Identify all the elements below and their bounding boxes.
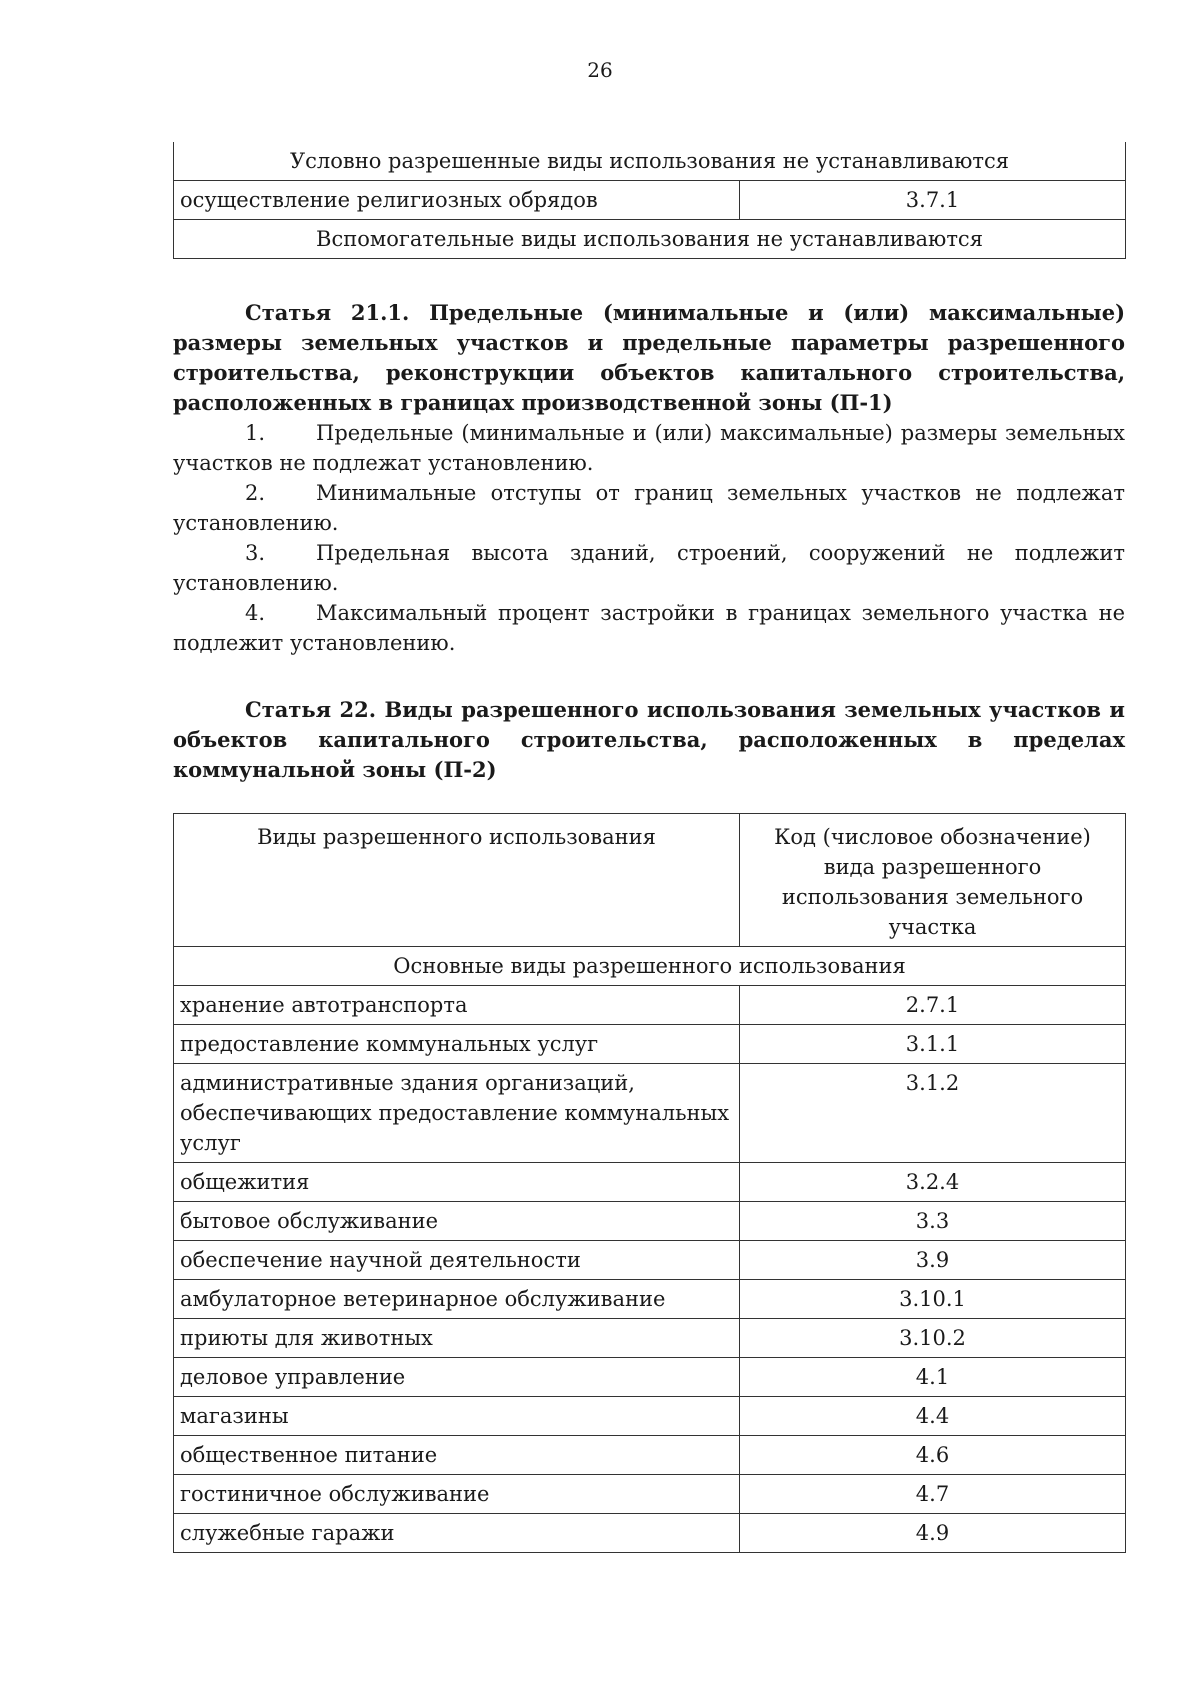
use-name-cell: служебные гаражи	[174, 1514, 740, 1553]
paragraph-text: Предельная высота зданий, строений, сооружений не подлежит установлению.	[173, 541, 1125, 595]
article-heading: Статья 21.1. Предельные (минимальные и (или) максимальные) размеры земельных участков и предельные параметры разрешенного строительства, реконструкции объектов капитального строительства, расположенных в границах производственной зоны (П-1)	[173, 300, 1125, 415]
paragraph-text: Минимальные отступы от границ земельных участков не подлежат установлению.	[173, 481, 1125, 535]
table-row	[174, 986, 1126, 1025]
table-row	[174, 1397, 1126, 1436]
paragraph-number: 2.	[245, 481, 266, 505]
use-name-cell: гостиничное обслуживание	[174, 1475, 740, 1514]
table-row	[174, 947, 1126, 986]
section-row-label: Условно разрешенные виды использования не устанавливаются	[174, 142, 1126, 181]
article-22	[173, 695, 1125, 785]
use-name-cell: предоставление коммунальных услуг	[174, 1025, 740, 1064]
table-row	[174, 1163, 1126, 1202]
use-code-cell: 4.6	[740, 1436, 1126, 1475]
table-row	[174, 1358, 1126, 1397]
use-name-cell: общежития	[174, 1163, 740, 1202]
table-row	[174, 1475, 1126, 1514]
use-name-cell: хранение автотранспорта	[174, 986, 740, 1025]
use-name-cell: приюты для животных	[174, 1319, 740, 1358]
paragraph-text: Максимальный процент застройки в границах земельного участка не подлежит установлению.	[173, 601, 1125, 655]
table-row	[174, 220, 1126, 259]
article-paragraph	[173, 478, 1125, 538]
use-code-cell: 4.4	[740, 1397, 1126, 1436]
paragraph-number: 4.	[245, 601, 266, 625]
article-paragraph	[173, 418, 1125, 478]
header-use-types: Виды разрешенного использования	[174, 814, 740, 947]
use-name-cell: осуществление религиозных обрядов	[174, 181, 740, 220]
use-name-cell: амбулаторное ветеринарное обслуживание	[174, 1280, 740, 1319]
use-name-cell: бытовое обслуживание	[174, 1202, 740, 1241]
use-code-cell: 4.7	[740, 1475, 1126, 1514]
header-use-code: Код (числовое обозначение) вида разрешенного использования земельного участка	[740, 814, 1126, 947]
use-name-cell: административные здания организаций, обеспечивающих предоставление коммунальных услуг	[174, 1064, 740, 1163]
table-row	[174, 1319, 1126, 1358]
use-name-cell: общественное питание	[174, 1436, 740, 1475]
use-code-cell: 3.3	[740, 1202, 1126, 1241]
permitted-uses-table-continued	[173, 142, 1126, 259]
table-row	[174, 1280, 1126, 1319]
table-row	[174, 1025, 1126, 1064]
table-row	[174, 1202, 1126, 1241]
use-name-cell: магазины	[174, 1397, 740, 1436]
use-name-cell: обеспечение научной деятельности	[174, 1241, 740, 1280]
article-paragraph	[173, 598, 1125, 658]
use-name-cell: деловое управление	[174, 1358, 740, 1397]
table-row	[174, 1514, 1126, 1553]
article-21-1	[173, 298, 1125, 658]
use-code-cell: 2.7.1	[740, 986, 1126, 1025]
use-code-cell: 3.1.2	[740, 1064, 1126, 1163]
paragraph-text: Предельные (минимальные и (или) максимальные) размеры земельных участков не подлежат установлению.	[173, 421, 1125, 475]
use-code-cell: 4.9	[740, 1514, 1126, 1553]
table-row	[174, 142, 1126, 181]
table-row	[174, 1064, 1126, 1163]
paragraph-number: 1.	[245, 421, 266, 445]
article-heading: Статья 22. Виды разрешенного использования земельных участков и объектов капитального строительства, расположенных в пределах коммунальной зоны (П-2)	[173, 697, 1125, 782]
section-row-label: Вспомогательные виды использования не устанавливаются	[174, 220, 1126, 259]
paragraph-number: 3.	[245, 541, 266, 565]
use-code-cell: 4.1	[740, 1358, 1126, 1397]
use-code-cell: 3.9	[740, 1241, 1126, 1280]
use-code-cell: 3.1.1	[740, 1025, 1126, 1064]
table-header-row	[174, 814, 1126, 947]
table-row	[174, 181, 1126, 220]
use-code-cell: 3.10.2	[740, 1319, 1126, 1358]
table-row	[174, 1241, 1126, 1280]
article-paragraph	[173, 538, 1125, 598]
use-code-cell: 3.7.1	[740, 181, 1126, 220]
communal-zone-uses-table	[173, 813, 1126, 1553]
use-code-cell: 3.2.4	[740, 1163, 1126, 1202]
page-number: 26	[587, 58, 613, 82]
table-row	[174, 1436, 1126, 1475]
use-code-cell: 3.10.1	[740, 1280, 1126, 1319]
section-row-label: Основные виды разрешенного использования	[174, 947, 1126, 986]
